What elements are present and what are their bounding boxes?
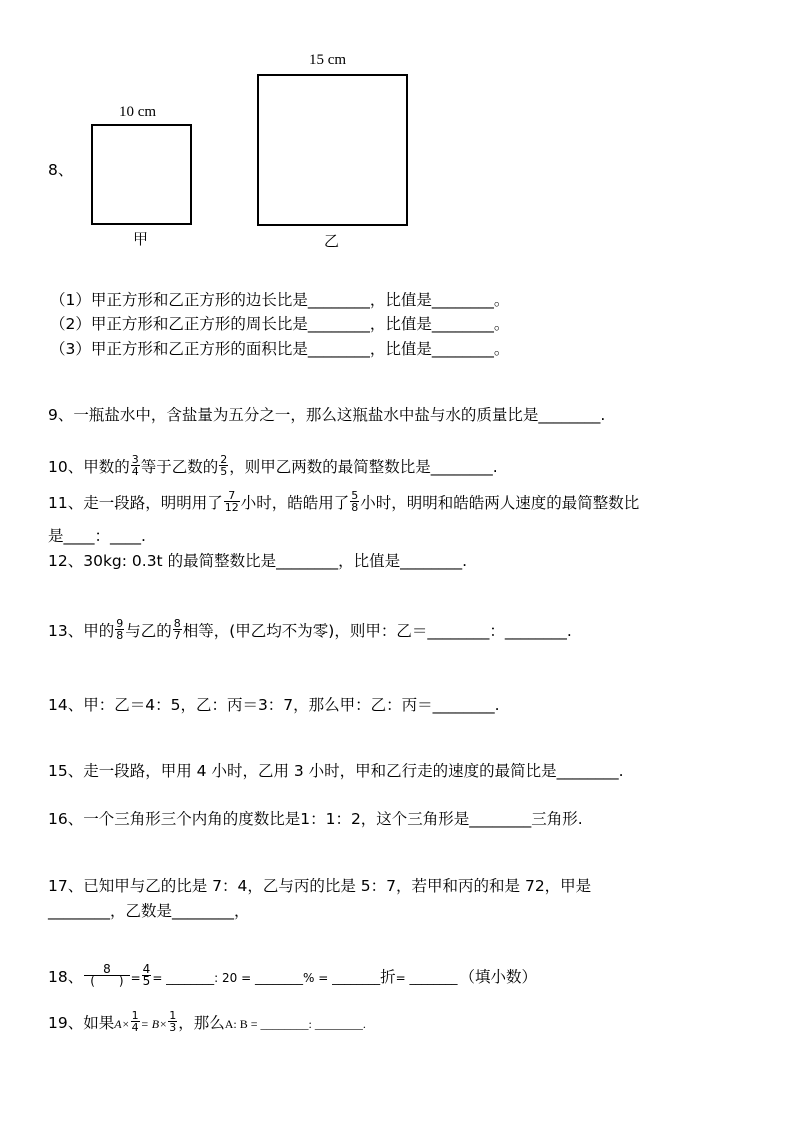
q18-eq1: = — [130, 971, 141, 985]
q18-text — [48, 962, 537, 989]
q8-sub1: （1）甲正方形和乙正方形的边长比是________，比值是________。 — [50, 291, 510, 309]
q19-eq: = B× — [140, 1017, 168, 1031]
q19-tail: A: B = ________: ________. — [224, 1017, 366, 1031]
q19-fraction-2 — [168, 1010, 177, 1033]
q13-text — [48, 617, 572, 643]
q11-part3: 小时，明明和皓皓两人速度的最简整数比 — [360, 494, 640, 512]
q14-text: 14、甲：乙＝4：5，乙：丙＝3：7，那么甲：乙：丙＝________. — [48, 696, 500, 714]
q11-f2-numerator: 5 — [351, 489, 359, 502]
q10-text — [48, 453, 498, 479]
q8-number: 8、 — [48, 161, 74, 179]
q11-fraction-2 — [350, 490, 359, 513]
q10-fraction-1 — [131, 454, 140, 477]
q11-f1-denominator: 12 — [224, 501, 239, 514]
q10-fraction-2 — [219, 454, 228, 477]
q11-fraction-1 — [224, 490, 240, 513]
q11-part2: 小时，皓皓用了 — [240, 494, 350, 512]
q18-fraction-1 — [84, 964, 129, 987]
square-a-side-label: 10 cm — [119, 104, 157, 120]
q13-fraction-2 — [173, 618, 182, 641]
q18-zhe: 折 — [380, 968, 396, 986]
q18-rest1: = ________: 20 = ________% = ________ — [152, 971, 381, 985]
q19-f2-denominator: 3 — [169, 1021, 177, 1034]
q18-note: （填小数） — [459, 968, 537, 986]
q13-f1-numerator: 9 — [116, 617, 124, 630]
q11-line2: 是____：____. — [48, 527, 146, 545]
q18-rest2: = ________ — [395, 971, 458, 985]
q13-fraction-1 — [115, 618, 124, 641]
square-b — [257, 74, 408, 226]
q16-text: 16、一个三角形三个内角的度数比是1：1：2，这个三角形是________三角形. — [48, 810, 583, 828]
q10-f1-denominator: 4 — [131, 465, 139, 478]
q13-part3: 相等，(甲乙均不为零)，则甲：乙＝________：________. — [182, 622, 572, 640]
q17-line1: 17、已知甲与乙的比是 7：4，乙与丙的比是 5：7，若甲和丙的和是 72，甲是 — [48, 877, 592, 895]
q18-number: 18、 — [48, 968, 84, 986]
q19-text — [48, 1009, 366, 1035]
q17-line2: ________，乙数是________， — [48, 902, 250, 920]
q11-text — [48, 489, 640, 515]
square-b-name: 乙 — [324, 234, 340, 250]
q19-part1: 19、如果 — [48, 1014, 115, 1032]
q11-f2-denominator: 8 — [351, 501, 359, 514]
q13-part2: 与乙的 — [125, 622, 172, 640]
q19-f1-denominator: 4 — [131, 1021, 139, 1034]
q8-sub3: （3）甲正方形和乙正方形的面积比是________，比值是________。 — [50, 340, 510, 358]
q13-f2-denominator: 7 — [173, 629, 181, 642]
q19-fraction-1 — [131, 1010, 140, 1033]
q11-f1-numerator: 7 — [228, 489, 236, 502]
q10-f2-denominator: 5 — [220, 465, 228, 478]
q10-part1: 10、甲数的 — [48, 458, 130, 476]
square-a — [91, 124, 192, 225]
q9-text: 9、一瓶盐水中，含盐量为五分之一，那么这瓶盐水中盐与水的质量比是________. — [48, 406, 606, 424]
q10-f2-numerator: 2 — [220, 453, 228, 466]
square-a-name: 甲 — [133, 232, 149, 248]
q19-f1-numerator: 1 — [131, 1009, 139, 1022]
q18-f2-numerator: 4 — [142, 962, 151, 976]
q13-f1-denominator: 8 — [116, 629, 124, 642]
q15-text: 15、走一段路，甲用 4 小时，乙用 3 小时，甲和乙行走的速度的最简比是________. — [48, 762, 624, 780]
q13-part1: 13、甲的 — [48, 622, 115, 640]
q19-a: A× — [114, 1017, 130, 1031]
q11-part1: 11、走一段路，明明用了 — [48, 494, 223, 512]
q12-text: 12、30kg: 0.3t 的最简整数比是________，比值是________. — [48, 552, 467, 570]
q8-sub2: （2）甲正方形和乙正方形的周长比是________，比值是________。 — [50, 315, 510, 333]
q10-part3: ，则甲乙两数的最简整数比是________. — [229, 458, 498, 476]
q10-part2: 等于乙数的 — [140, 458, 219, 476]
square-b-side-label: 15 cm — [309, 52, 347, 68]
q18-f1-numerator: 8 — [103, 962, 111, 976]
q18-fraction-2 — [142, 964, 152, 987]
q19-part2: ，那么 — [178, 1014, 225, 1032]
q18-f2-denominator: 5 — [142, 974, 151, 988]
q19-f2-numerator: 1 — [169, 1009, 177, 1022]
q18-f1-denominator: ( ) — [84, 975, 129, 987]
q13-f2-numerator: 8 — [173, 617, 181, 630]
q10-f1-numerator: 3 — [131, 453, 139, 466]
